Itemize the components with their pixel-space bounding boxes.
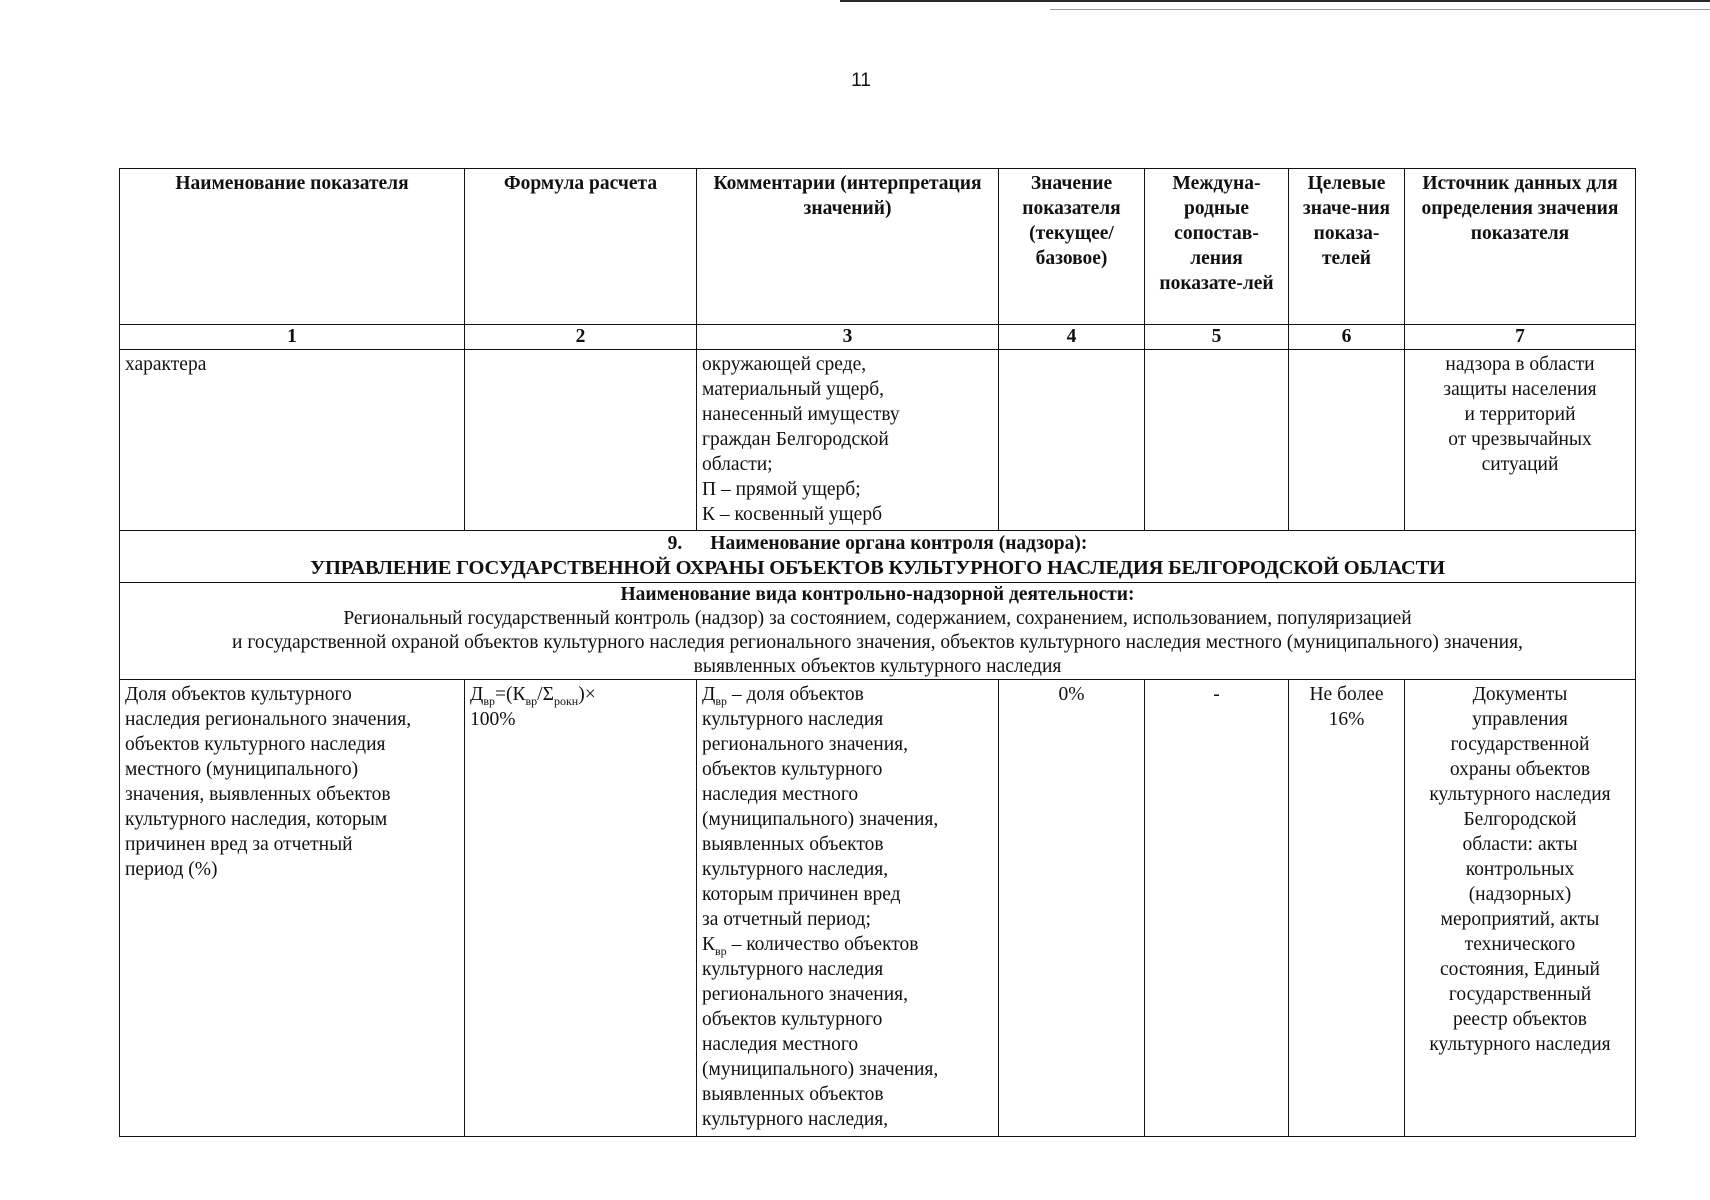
source-line: области: акты [1462, 834, 1578, 856]
header-formula: Формула расчета [465, 169, 697, 325]
section-heading [124, 531, 1631, 556]
target-value [1289, 680, 1405, 1137]
section-header [120, 531, 1636, 582]
name-line: культурного наследия, которым [125, 809, 388, 831]
comment-line: культурного наследия [702, 709, 884, 731]
column-number-row [120, 324, 1636, 349]
table-header-row [120, 169, 1636, 325]
comment-line: граждан Белгородской [702, 428, 889, 450]
comment-line: (муниципального) значения, [702, 809, 939, 831]
comment-line: материальный ущерб, [702, 378, 884, 400]
source-line: контрольных [1465, 859, 1575, 881]
comment-line: нанесенный имуществу [702, 403, 900, 425]
continued-indicator-name: характера [120, 349, 465, 531]
comment-line: (муниципального) значения, [702, 1059, 939, 1081]
comment-line: культурного наследия, [702, 859, 889, 881]
header-international: Междуна-родные сопостав-ления показате-лей [1145, 169, 1289, 325]
formula-symbol: Д [702, 684, 716, 706]
empty-cell [465, 349, 697, 531]
indicator-value: 0% [999, 680, 1145, 1137]
activity-line: выявленных объектов культурного наследия [693, 655, 1062, 677]
formula-part: =(К [494, 684, 526, 706]
section-header-row [120, 531, 1636, 582]
source-line: государственный [1448, 984, 1592, 1006]
header-indicator-name: Наименование показателя [120, 169, 465, 325]
comment-line: объектов культурного [702, 759, 883, 781]
formula-symbol: К [702, 934, 716, 956]
source-line: надзора в области [1445, 353, 1595, 375]
target-line: Не более [1309, 684, 1384, 706]
comment-line: окружающей среде, [702, 353, 867, 375]
target-line: 16% [1328, 709, 1365, 731]
international-comparison: - [1145, 680, 1289, 1137]
source-line: (надзорных) [1468, 884, 1572, 906]
empty-cell [1145, 349, 1289, 531]
source-line: управления [1472, 709, 1568, 731]
indicators-table [119, 168, 1636, 1137]
activity-line: Региональный государственный контроль (надзор) за состоянием, содержанием, сохранением, использованием, популяризацией [343, 607, 1412, 629]
source-line: технического [1464, 934, 1576, 956]
comment-line: объектов культурного [702, 1009, 883, 1031]
column-number: 4 [999, 324, 1145, 349]
section-number: 9. [667, 533, 683, 555]
column-number: 2 [465, 324, 697, 349]
comment-line: выявленных объектов [702, 1084, 884, 1106]
source-line: культурного наследия [1429, 784, 1611, 806]
scan-edge-line [1050, 9, 1710, 10]
comment-line: культурного наследия, [702, 1109, 889, 1131]
comment-line: выявленных объектов [702, 834, 884, 856]
name-line: наследия регионального значения, [125, 709, 412, 731]
indicator-name [120, 680, 465, 1137]
activity-line: и государственной охраной объектов культурного наследия регионального значения, объектов культурного наследия местного (муниципального) значения, [232, 631, 1523, 653]
formula [470, 682, 691, 707]
comment-cell [697, 680, 999, 1137]
formula-part: /Σ [537, 684, 554, 706]
name-line: Доля объектов культурного [125, 684, 352, 706]
comment-line: регионального значения, [702, 984, 908, 1006]
source-line: от чрезвычайных [1448, 428, 1592, 450]
name-line: объектов культурного наследия [125, 734, 386, 756]
source-line: ситуаций [1481, 453, 1559, 475]
name-line: местного (муниципального) [125, 759, 359, 781]
formula-subscript: вр [715, 693, 727, 708]
source-line: защиты населения [1443, 378, 1597, 400]
formula-subscript: вр [715, 943, 727, 958]
formula-subscript: вр [525, 693, 538, 708]
formula-symbol: Д [470, 684, 484, 706]
source-line: мероприятий, акты [1440, 909, 1600, 931]
source-line: Белгородской [1463, 809, 1577, 831]
comment-line: которым причинен вред [702, 884, 901, 906]
comment-line: К – косвенный ущерб [702, 503, 883, 525]
comment-line: П – прямой ущерб; [702, 478, 861, 500]
column-number: 7 [1405, 324, 1636, 349]
empty-cell [999, 349, 1145, 531]
section-label: Наименование органа контроля (надзора): [710, 533, 1088, 555]
comment-line: области; [702, 453, 773, 475]
comment-line: за отчетный период; [702, 909, 871, 931]
formula-part: )× [578, 684, 596, 706]
source-line: Документы [1472, 684, 1568, 706]
comment-line: наследия местного [702, 784, 859, 806]
empty-cell [1289, 349, 1405, 531]
name-line: период (%) [125, 859, 218, 881]
source-line: реестр объектов [1453, 1009, 1587, 1031]
formula-subscript: вр [483, 693, 495, 708]
definition-text: – количество объектов [726, 934, 919, 956]
comment-definition [702, 682, 993, 707]
page-number: 11 [851, 70, 871, 91]
comment-line: регионального значения, [702, 734, 908, 756]
section-title: УПРАВЛЕНИЕ ГОСУДАРСТВЕННОЙ ОХРАНЫ ОБЪЕКТОВ КУЛЬТУРНОГО НАСЛЕДИЯ БЕЛГОРОДСКОЙ ОБЛАСТИ [310, 557, 1445, 580]
name-line: значения, выявленных объектов [125, 784, 391, 806]
column-number: 5 [1145, 324, 1289, 349]
column-number: 3 [697, 324, 999, 349]
comment-line: наследия местного [702, 1034, 859, 1056]
definition-text: – доля объектов [726, 684, 864, 706]
formula-tail: 100% [470, 709, 516, 731]
column-number: 6 [1289, 324, 1405, 349]
comment-definition [702, 932, 993, 957]
name-line: причинен вред за отчетный [125, 834, 353, 856]
source-line: охраны объектов [1449, 759, 1591, 781]
formula-cell [465, 680, 697, 1137]
column-number: 1 [120, 324, 465, 349]
header-source: Источник данных для определения значения показателя [1405, 169, 1636, 325]
source-line: государственной [1450, 734, 1590, 756]
continued-source [1405, 349, 1636, 531]
continuation-row [120, 349, 1636, 531]
source-line: состояния, Единый [1440, 959, 1600, 981]
comment-line: культурного наследия [702, 959, 884, 981]
data-source [1405, 680, 1636, 1137]
activity-cell [120, 582, 1636, 679]
activity-row [120, 582, 1636, 679]
continued-comment [697, 349, 999, 531]
source-line: и территорий [1464, 403, 1576, 425]
activity-label: Наименование вида контрольно-надзорной деятельности: [620, 583, 1135, 605]
header-target: Целевые значе-ния показа-телей [1289, 169, 1405, 325]
scan-edge-line [840, 0, 1710, 2]
header-value: Значение показателя (текущее/ базовое) [999, 169, 1145, 325]
header-comments: Комментарии (интерпретация значений) [697, 169, 999, 325]
indicator-row [120, 680, 1636, 1137]
formula-subscript: рокн [553, 693, 579, 708]
source-line: культурного наследия [1429, 1034, 1611, 1056]
